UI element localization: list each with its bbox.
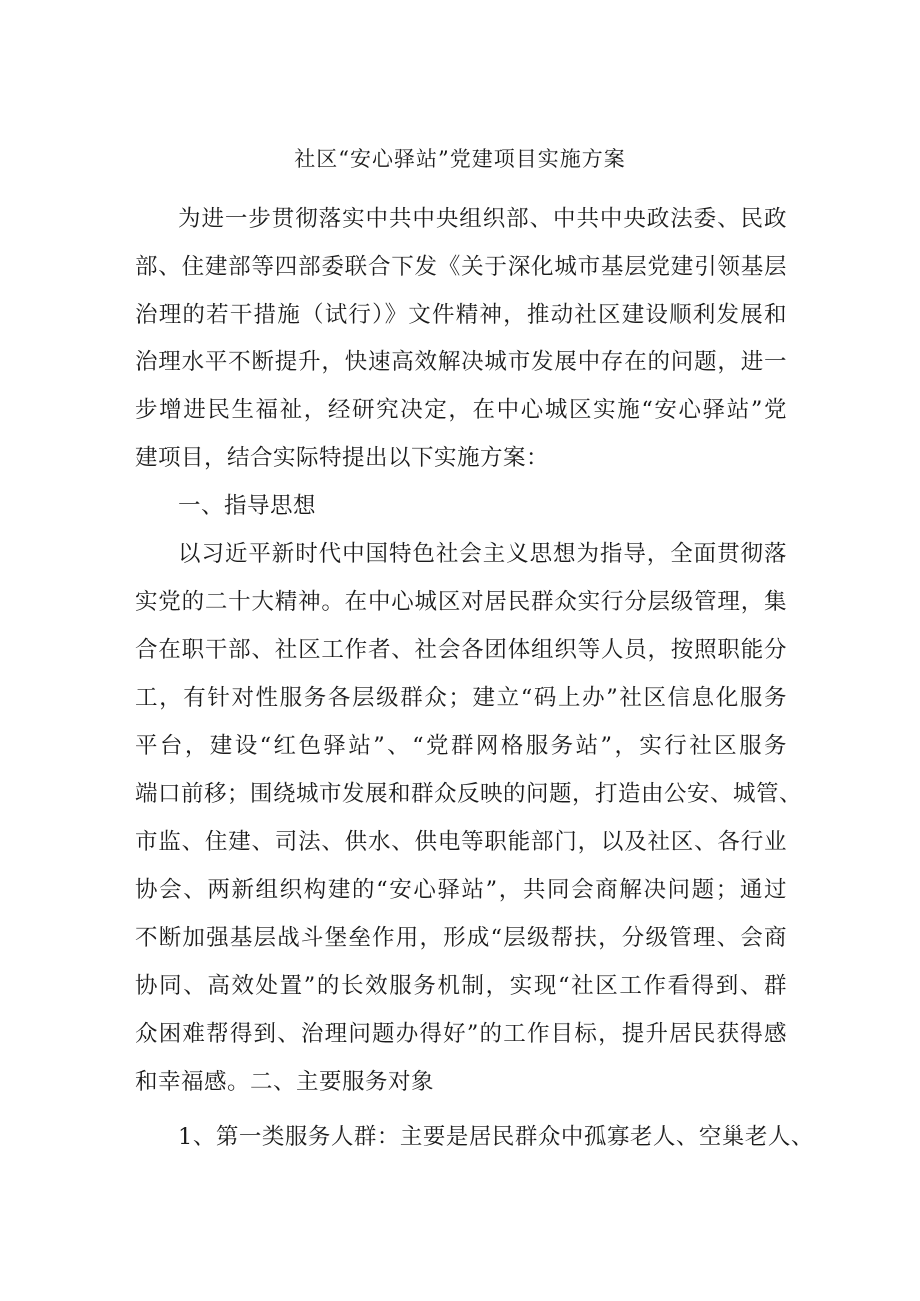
paragraph-line: 步增进民生福祉，经研究决定，在中心城区实施“安心驿站”党 [135,397,787,423]
paragraph-line: 实党的二十大精神。在中心城区对居民群众实行分层级管理，集 [135,589,787,615]
paragraph-line: 治理的若干措施（试行）》文件精神，推动社区建设顺利发展和 [135,302,787,328]
section-heading: 一、指导思想 [178,493,317,519]
paragraph-line: 部、住建部等四部委联合下发《关于深化城市基层党建引领基层 [135,254,787,280]
paragraph-line: 建项目，结合实际特提出以下实施方案： [135,445,550,471]
paragraph-line: 工，有针对性服务各层级群众；建立“码上办”社区信息化服务 [135,685,787,711]
paragraph-line: 协同、高效处置”的长效服务机制，实现“社区工作看得到、群 [135,973,787,999]
paragraph-line: 为进一步贯彻落实中共中央组织部、中共中央政法委、民政 [178,206,787,232]
paragraph-line: 合在职干部、社区工作者、社会各团体组织等人员，按照职能分 [135,637,787,663]
paragraph-line: 和幸福感。二、主要服务对象 [135,1069,435,1095]
paragraph-line: 端口前移；围绕城市发展和群众反映的问题，打造由公安、城管、 [135,781,803,807]
paragraph-line: 协会、两新组织构建的“安心驿站”，共同会商解决问题；通过 [135,877,787,903]
paragraph-line: 不断加强基层战斗堡垒作用，形成“层级帮扶，分级管理、会商 [135,925,787,951]
paragraph-line: 治理水平不断提升，快速高效解决城市发展中存在的问题，进一 [135,349,787,375]
paragraph-line: 以习近平新时代中国特色社会主义思想为指导，全面贯彻落 [178,541,787,567]
list-item: 1、第一类服务人群：主要是居民群众中孤寡老人、空巢老人、 [178,1124,814,1150]
document-title: 社区“安心驿站”党建项目实施方案 [294,147,626,171]
paragraph-line: 平台，建设“红色驿站”、“党群网格服务站”，实行社区服务 [135,733,787,759]
paragraph-line: 众困难帮得到、治理问题办得好”的工作目标，提升居民获得感 [135,1021,787,1047]
paragraph-line: 市监、住建、司法、供水、供电等职能部门，以及社区、各行业 [135,829,787,855]
